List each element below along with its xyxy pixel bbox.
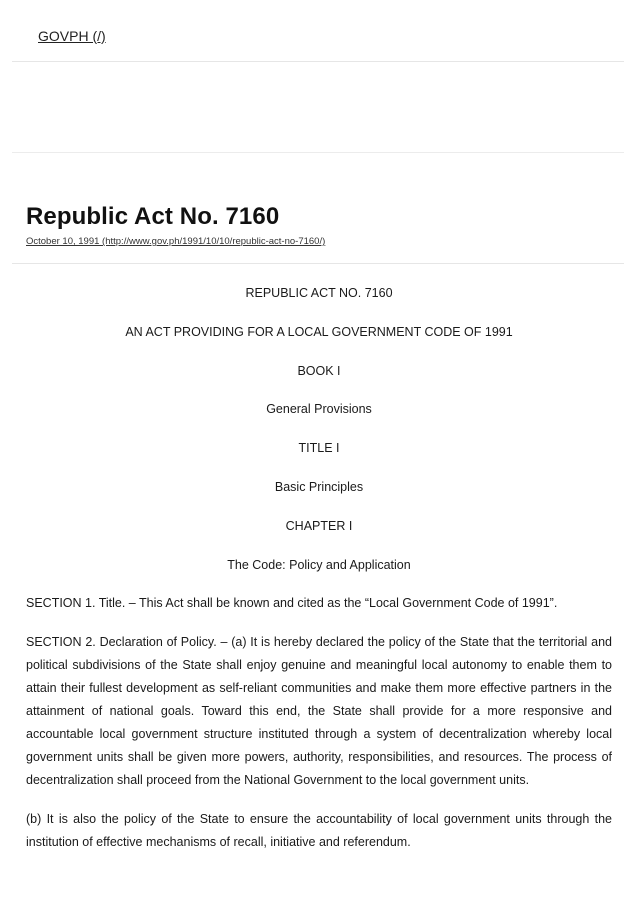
title-subtitle: Basic Principles xyxy=(274,479,364,494)
govph-home-link[interactable]: GOVPH (/) xyxy=(38,28,106,44)
top-nav-bar xyxy=(12,0,624,62)
document-body xyxy=(26,282,612,870)
chapter-subtitle: The Code: Policy and Application xyxy=(227,557,411,572)
document-header xyxy=(12,153,624,264)
section-1-paragraph: SECTION 1. Title. – This Act shall be known and cited as the “Local Government Code of 1991”. xyxy=(26,596,558,611)
book-subtitle: General Provisions xyxy=(266,402,372,417)
date-link[interactable]: October 10, 1991 (http://www.gov.ph/1991/10/10/republic-act-no-7160/) xyxy=(26,236,326,247)
header-banner xyxy=(12,62,624,153)
section-2a-paragraph: SECTION 2. Declaration of Policy. – (a) It is hereby declared the policy of the State that the territorial and political subdivisions of the State shall enjoy genuine and meaningful local autonomy to enable them to attain their fullest development as self-reliant communities and make them more effective partners in the attainment of national goals. Toward this end, the State shall provide for a more responsive and accountable local government structure instituted through a system of decentralization whereby local government units shall be given more powers, authority, responsibilities, and resources. The process of decentralization shall proceed from the National Government to the local government units. xyxy=(26,635,612,788)
page-title: Republic Act No. 7160 xyxy=(26,203,280,230)
section-2b-paragraph: (b) It is also the policy of the State to ensure the accountability of local government units through the institution of effective mechanisms of recall, initiative and referendum. xyxy=(26,811,612,849)
act-title-heading: AN ACT PROVIDING FOR A LOCAL GOVERNMENT CODE OF 1991 xyxy=(125,324,513,339)
chapter-heading: CHAPTER I xyxy=(285,518,353,533)
title-heading: TITLE I xyxy=(298,441,340,456)
act-number-heading: REPUBLIC ACT NO. 7160 xyxy=(245,286,393,300)
book-heading: BOOK I xyxy=(297,363,341,378)
